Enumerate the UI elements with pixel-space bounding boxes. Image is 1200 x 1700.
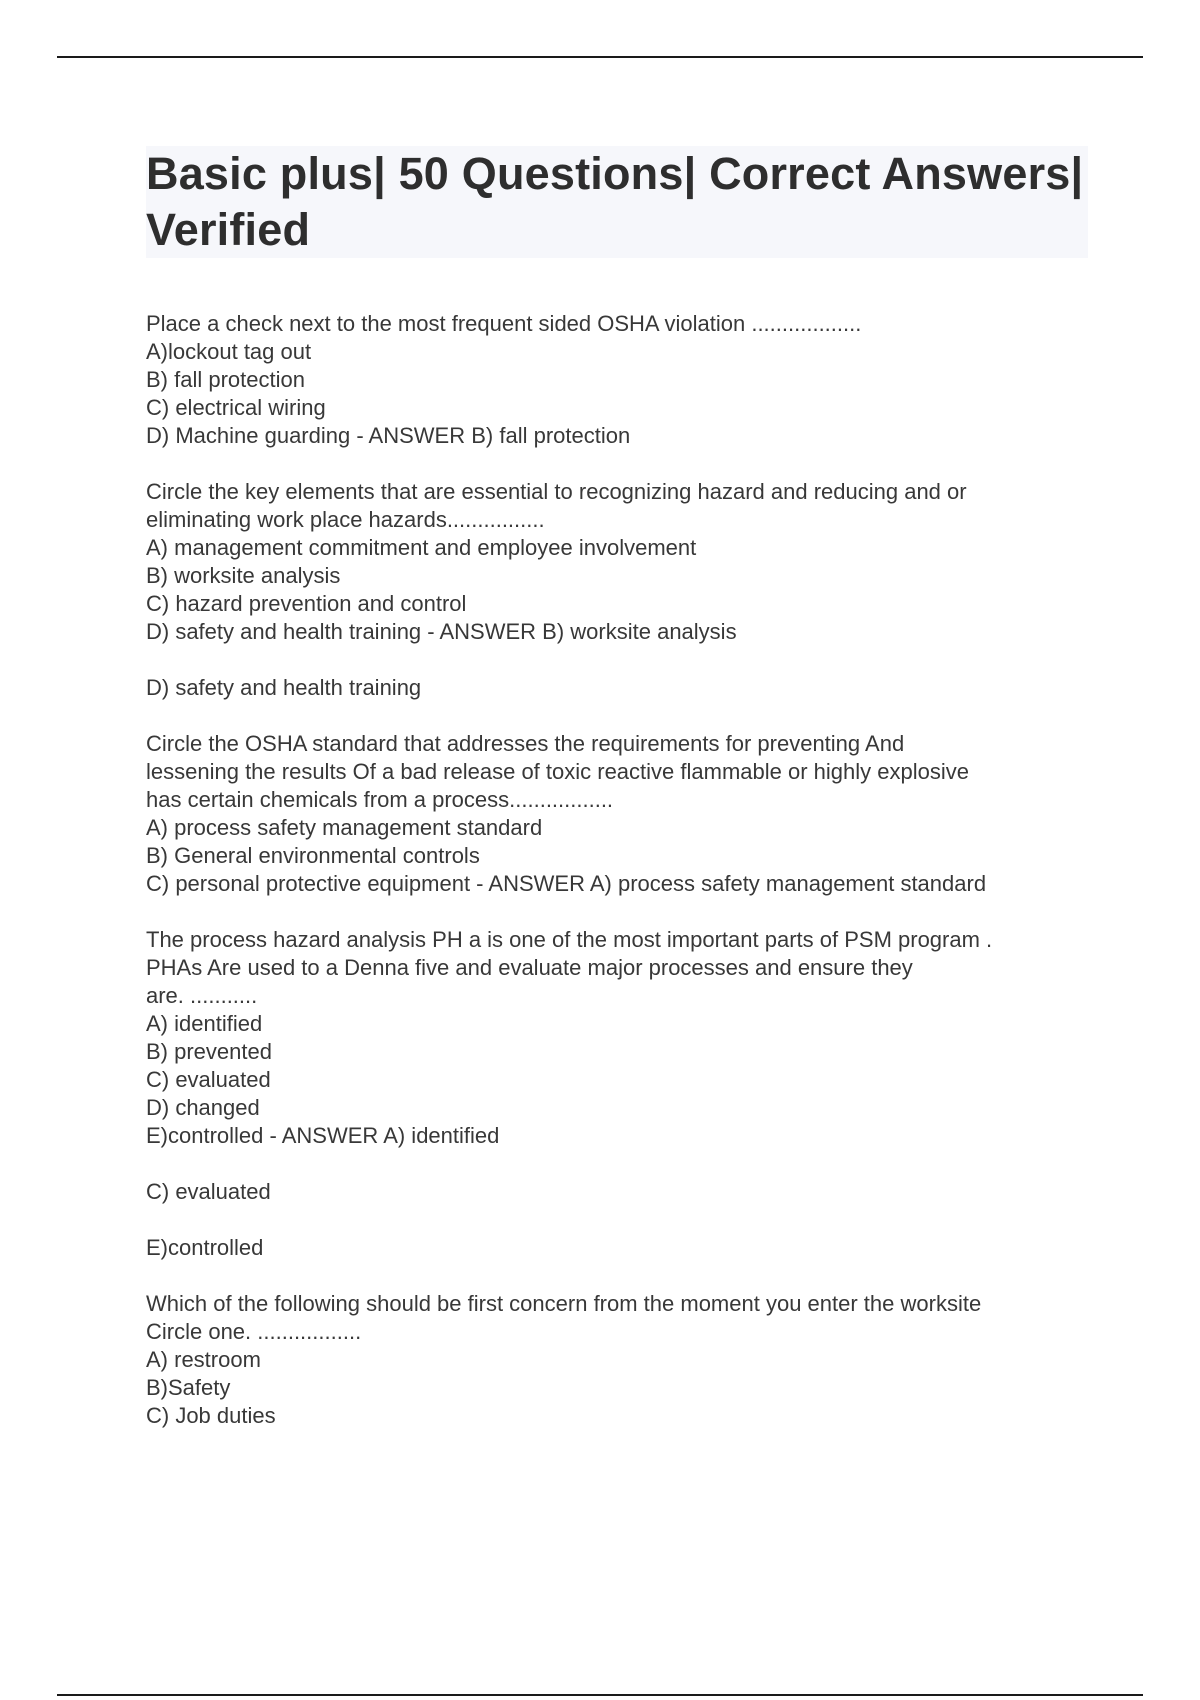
text-line: lessening the results Of a bad release of toxic reactive flammable or highly explosive <box>146 759 969 784</box>
text-line: D) changed <box>146 1095 260 1120</box>
text-line: Circle the OSHA standard that addresses the requirements for preventing And <box>146 731 905 756</box>
text-line: C) electrical wiring <box>146 395 326 420</box>
text-line: A) process safety management standard <box>146 815 543 840</box>
text-line: has certain chemicals from a process................. <box>146 787 614 812</box>
text-line: Place a check next to the most frequent sided OSHA violation .................. <box>146 311 862 336</box>
question-block <box>146 1234 1088 1262</box>
question-block <box>146 310 1088 450</box>
text-line: D) safety and health training - ANSWER B) worksite analysis <box>146 619 737 644</box>
text-line: B) prevented <box>146 1039 272 1064</box>
text-line: are. ........... <box>146 983 258 1008</box>
text-line: B)Safety <box>146 1375 231 1400</box>
question-block <box>146 730 1088 898</box>
question-block <box>146 1290 1088 1430</box>
question-block <box>146 926 1088 1150</box>
text-line: C) hazard prevention and control <box>146 591 467 616</box>
text-line: C) Job duties <box>146 1403 276 1428</box>
document-title: Basic plus| 50 Questions| Correct Answers| Verified <box>146 148 1084 255</box>
question-list <box>146 310 1088 1430</box>
text-line: D) Machine guarding - ANSWER B) fall protection <box>146 423 631 448</box>
text-line: B) General environmental controls <box>146 843 480 868</box>
text-line: Circle the key elements that are essential to recognizing hazard and reducing and or <box>146 479 967 504</box>
question-block <box>146 674 1088 702</box>
question-block <box>146 478 1088 646</box>
text-line: A) identified <box>146 1011 263 1036</box>
text-line: C) evaluated <box>146 1067 271 1092</box>
text-line: eliminating work place hazards................ <box>146 507 545 532</box>
text-line: The process hazard analysis PH a is one of the most important parts of PSM program . <box>146 927 993 952</box>
header-rule <box>57 56 1143 58</box>
text-line: D) safety and health training <box>146 675 422 700</box>
text-line: E)controlled - ANSWER A) identified <box>146 1123 500 1148</box>
text-line: B) worksite analysis <box>146 563 341 588</box>
text-line: A) restroom <box>146 1347 261 1372</box>
text-line: Circle one. ................. <box>146 1319 362 1344</box>
text-line: C) personal protective equipment - ANSWER A) process safety management standard <box>146 871 987 896</box>
question-block <box>146 1178 1088 1206</box>
footer-rule <box>57 1694 1143 1696</box>
text-line: B) fall protection <box>146 367 305 392</box>
text-line: C) evaluated <box>146 1179 271 1204</box>
text-line: A) management commitment and employee involvement <box>146 535 697 560</box>
text-line: PHAs Are used to a Denna five and evaluate major processes and ensure they <box>146 955 913 980</box>
text-line: Which of the following should be first concern from the moment you enter the worksite <box>146 1291 982 1316</box>
title-block <box>146 146 1088 258</box>
text-line: E)controlled <box>146 1235 264 1260</box>
text-line: A)lockout tag out <box>146 339 312 364</box>
document-body <box>146 146 1088 1458</box>
